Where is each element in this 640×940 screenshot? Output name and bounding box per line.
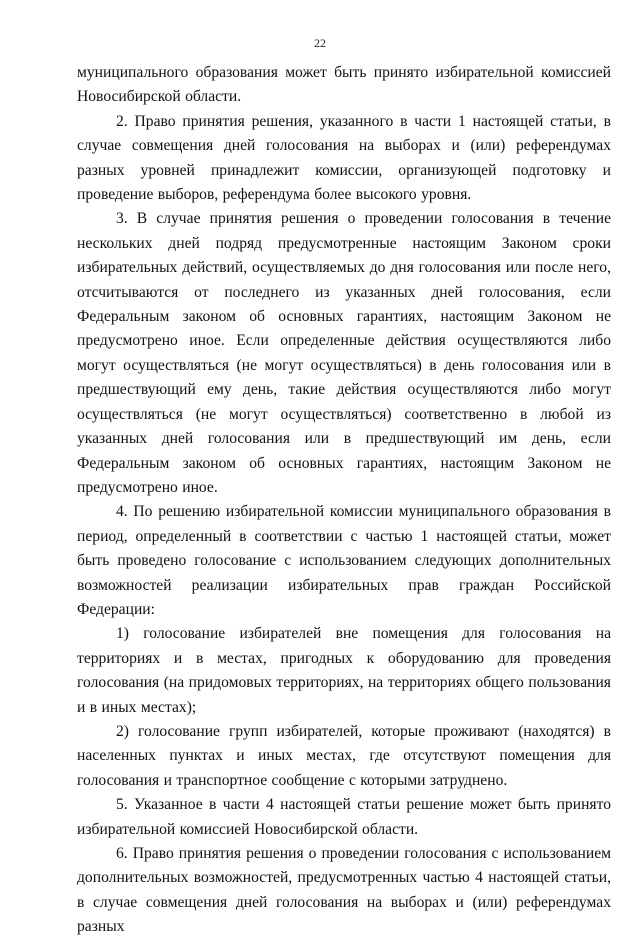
subitem-1: 1) голосование избирателей вне помещения для голосования на территориях и в местах, пригодных к оборудованию для проведения голосования (на придомовых территориях, на территориях общего пользования и в иных местах); [77, 625, 611, 716]
paragraph-item-5: 5. Указанное в части 4 настоящей статьи решение может быть принято избирательной комиссией Новосибирской области. [77, 796, 611, 838]
page-number: 22 [314, 36, 326, 50]
paragraph-item-3: 3. В случае принятия решения о проведении голосования в течение нескольких дней подряд предусмотренные настоящим Законом сроки избирательных действий, осуществляемых до дня голосования или после него, отсчитываются от последнего из указанных дней голосования, если Федеральным законом об основных гарантиях, настоящим Законом не предусмотрено иное. Если определенные действия осуществляются либо могут осуществляться (не могут осуществляться) в день голосования или в предшествующий ему день, такие действия осуществляются либо могут осуществляться (не могут осуществляться) соответственно в любой из указанных дней голосования или в предшествующий им день, если Федеральным законом об основных гарантиях, настоящим Законом не предусмотрено иное. [77, 210, 611, 496]
document-body [77, 61, 611, 940]
paragraph-item-6: 6. Право принятия решения о проведении голосования с использованием дополнительных возможностей, предусмотренных частью 4 настоящей статьи, в случае совмещения дней голосования на выборах и (или) референдумах разных [77, 845, 611, 936]
paragraph-item-4: 4. По решению избирательной комиссии муниципального образования в период, определенный в соответствии с частью 1 настоящей статьи, может быть проведено голосование с использованием следующих дополнительных возможностей реализации избирательных прав граждан Российской Федерации: [77, 503, 611, 618]
paragraph-item-2: 2. Право принятия решения, указанного в части 1 настоящей статьи, в случае совмещения дней голосования на выборах и (или) референдумах разных уровней принадлежит комиссии, организующей подготовку и проведение выборов, референдума более высокого уровня. [77, 112, 611, 204]
subitem-2: 2) голосование групп избирателей, которые проживают (находятся) в населенных пунктах и иных местах, где отсутствуют помещения для голосования и транспортное сообщение с которыми затруднено. [77, 722, 611, 789]
paragraph-continuation: муниципального образования может быть принято избирательной комиссией Новосибирской области. [77, 64, 611, 106]
